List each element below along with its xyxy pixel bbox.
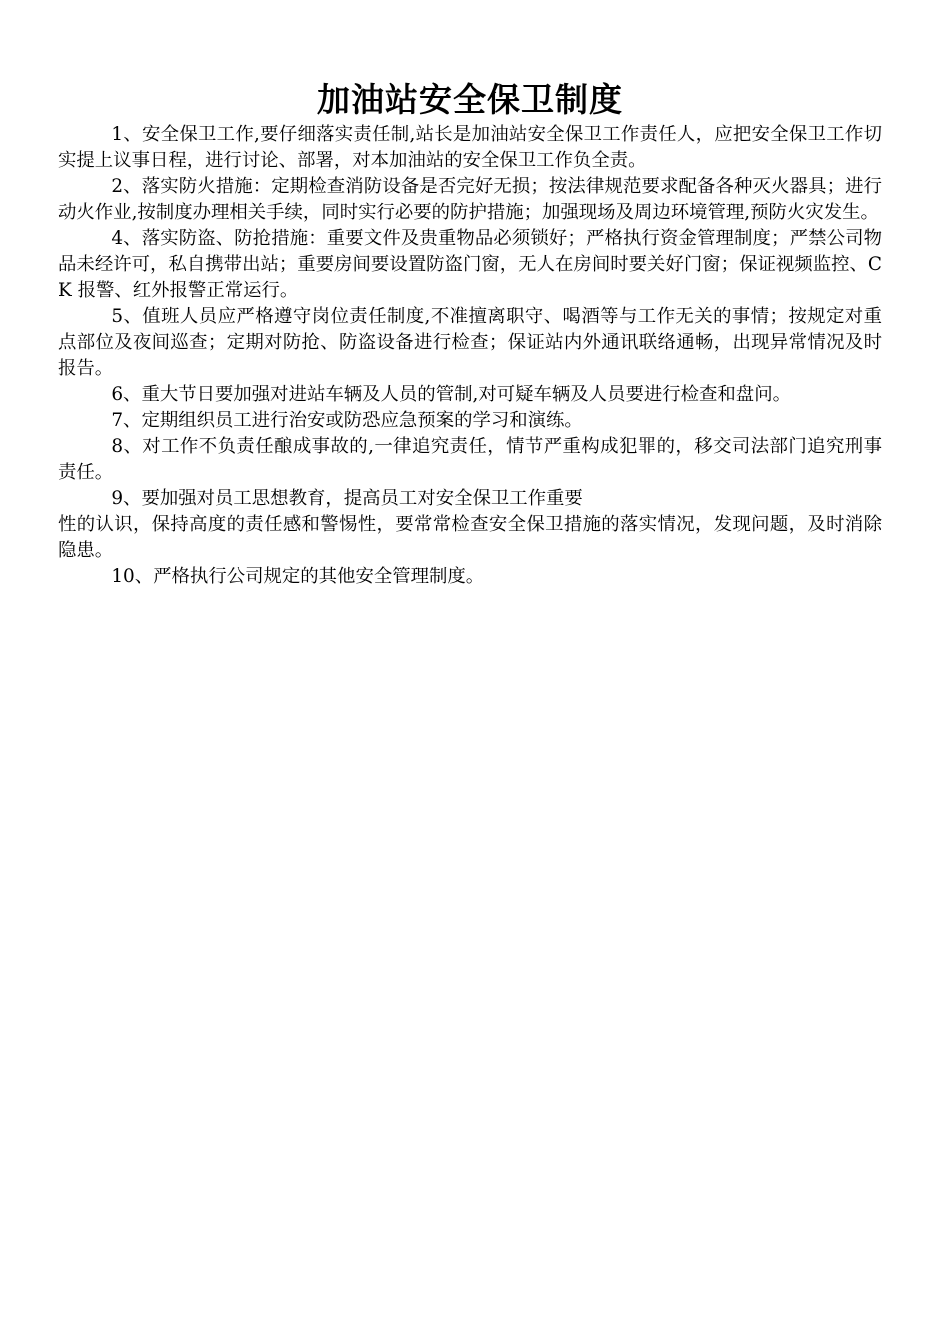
clause-4: 4、落实防盗、防抢措施：重要文件及贵重物品必须锁好；严格执行资金管理制度；严禁公司物品未经许可，私自携带出站；重要房间要设置防盗门窗，无人在房间时要关好门窗；保证视频监控、CK 报警、红外报警正常运行。 — [58, 228, 882, 301]
clause-6: 6、重大节日要加强对进站车辆及人员的管制,对可疑车辆及人员要进行检查和盘问。 — [111, 384, 791, 405]
clause-10: 10、严格执行公司规定的其他安全管理制度。 — [111, 566, 485, 587]
clause-7: 7、定期组织员工进行治安或防恐应急预案的学习和演练。 — [111, 410, 583, 431]
clause-8: 8、对工作不负责任酿成事故的,一律追究责任，情节严重构成犯罪的，移交司法部门追究刑事责任。 — [58, 436, 882, 483]
clause-list — [58, 122, 882, 590]
document-page — [58, 78, 882, 590]
clause-9: 9、要加强对员工思想教育，提高员工对安全保卫工作重要 — [111, 488, 583, 509]
clause-5: 5、值班人员应严格遵守岗位责任制度,不准擅离职守、喝酒等与工作无关的事情；按规定对重点部位及夜间巡查；定期对防抢、防盗设备进行检查；保证站内外通讯联络通畅，出现异常情况及时报告。 — [58, 306, 882, 379]
clause-9-continuation: 性的认识，保持高度的责任感和警惕性，要常常检查安全保卫措施的落实情况，发现问题，及时消除隐患。 — [58, 514, 882, 561]
document-title: 加油站安全保卫制度 — [317, 80, 623, 119]
clause-2: 2、落实防火措施：定期检查消防设备是否完好无损；按法律规范要求配备各种灭火器具；进行动火作业,按制度办理相关手续，同时实行必要的防护措施；加强现场及周边环境管理,预防火灾发生。 — [58, 176, 882, 223]
clause-1: 1、安全保卫工作,要仔细落实责任制,站长是加油站安全保卫工作责任人，应把安全保卫工作切实提上议事日程，进行讨论、部署，对本加油站的安全保卫工作负全责。 — [58, 124, 882, 171]
